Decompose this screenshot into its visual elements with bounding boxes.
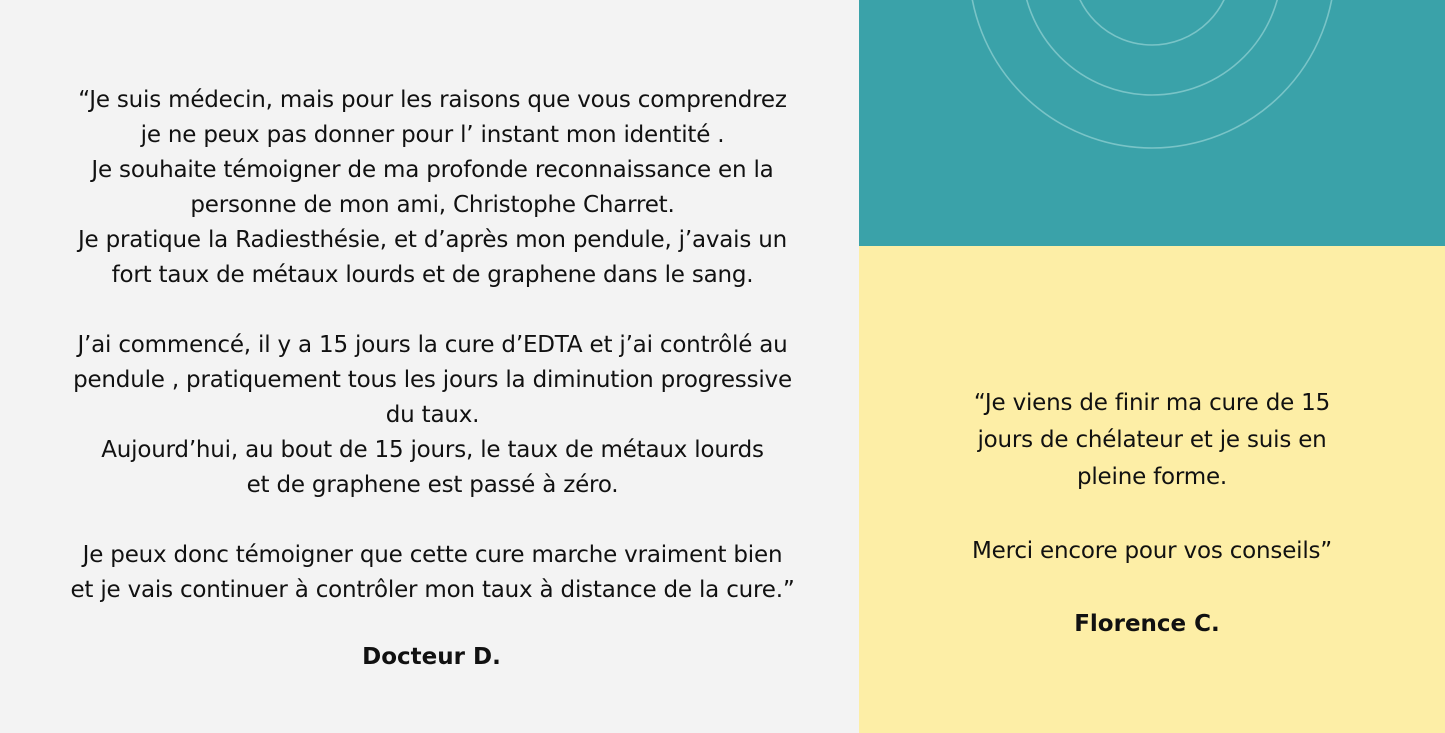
paragraph-spacer [0,293,865,328]
quote-line: du taux. [385,402,480,428]
quote-line: je ne peux pas donner pour l’ instant mon identité . [140,122,725,148]
quote-line: “Je viens de finir ma cure de 15 [973,390,1331,416]
quote-line: Je peux donc témoigner que cette cure marche vraiment bien [82,542,783,568]
quote-line: fort taux de métaux lourds et de graphene dans le sang. [111,262,754,288]
quote-line: Merci encore pour vos conseils” [971,538,1333,564]
paragraph-spacer [859,496,1445,533]
testimonial-quote [0,83,865,608]
quote-line: jours de chélateur et je suis en [977,427,1327,453]
quote-line: J’ai commencé, il y a 15 jours la cure d’EDTA et j’ai contrôlé au [77,332,788,358]
decorative-teal-block [859,0,1445,246]
quote-line: Je pratique la Radiesthésie, et d’après mon pendule, j’avais un [77,227,788,253]
paragraph-spacer [0,503,865,538]
quote-line: “Je suis médecin, mais pour les raisons que vous comprendrez [78,87,787,113]
quote-line: personne de mon ami, Christophe Charret. [190,192,675,218]
testimonial-quote [859,385,1445,570]
concentric-circles-icon [859,0,1445,246]
quote-line: Aujourd’hui, au bout de 15 jours, le taux de métaux lourds [101,437,764,463]
quote-line: Je souhaite témoigner de ma profonde reconnaissance en la [91,157,774,183]
quote-line: et je vais continuer à contrôler mon taux à distance de la cure.” [70,577,795,603]
quote-line: et de graphene est passé à zéro. [246,472,619,498]
testimonial-author: Docteur D. [362,644,501,670]
testimonial-author: Florence C. [1074,611,1220,637]
testimonial-panel-right [859,246,1445,733]
quote-line: pendule , pratiquement tous les jours la diminution progressive [73,367,792,393]
quote-line: pleine forme. [1076,464,1228,490]
